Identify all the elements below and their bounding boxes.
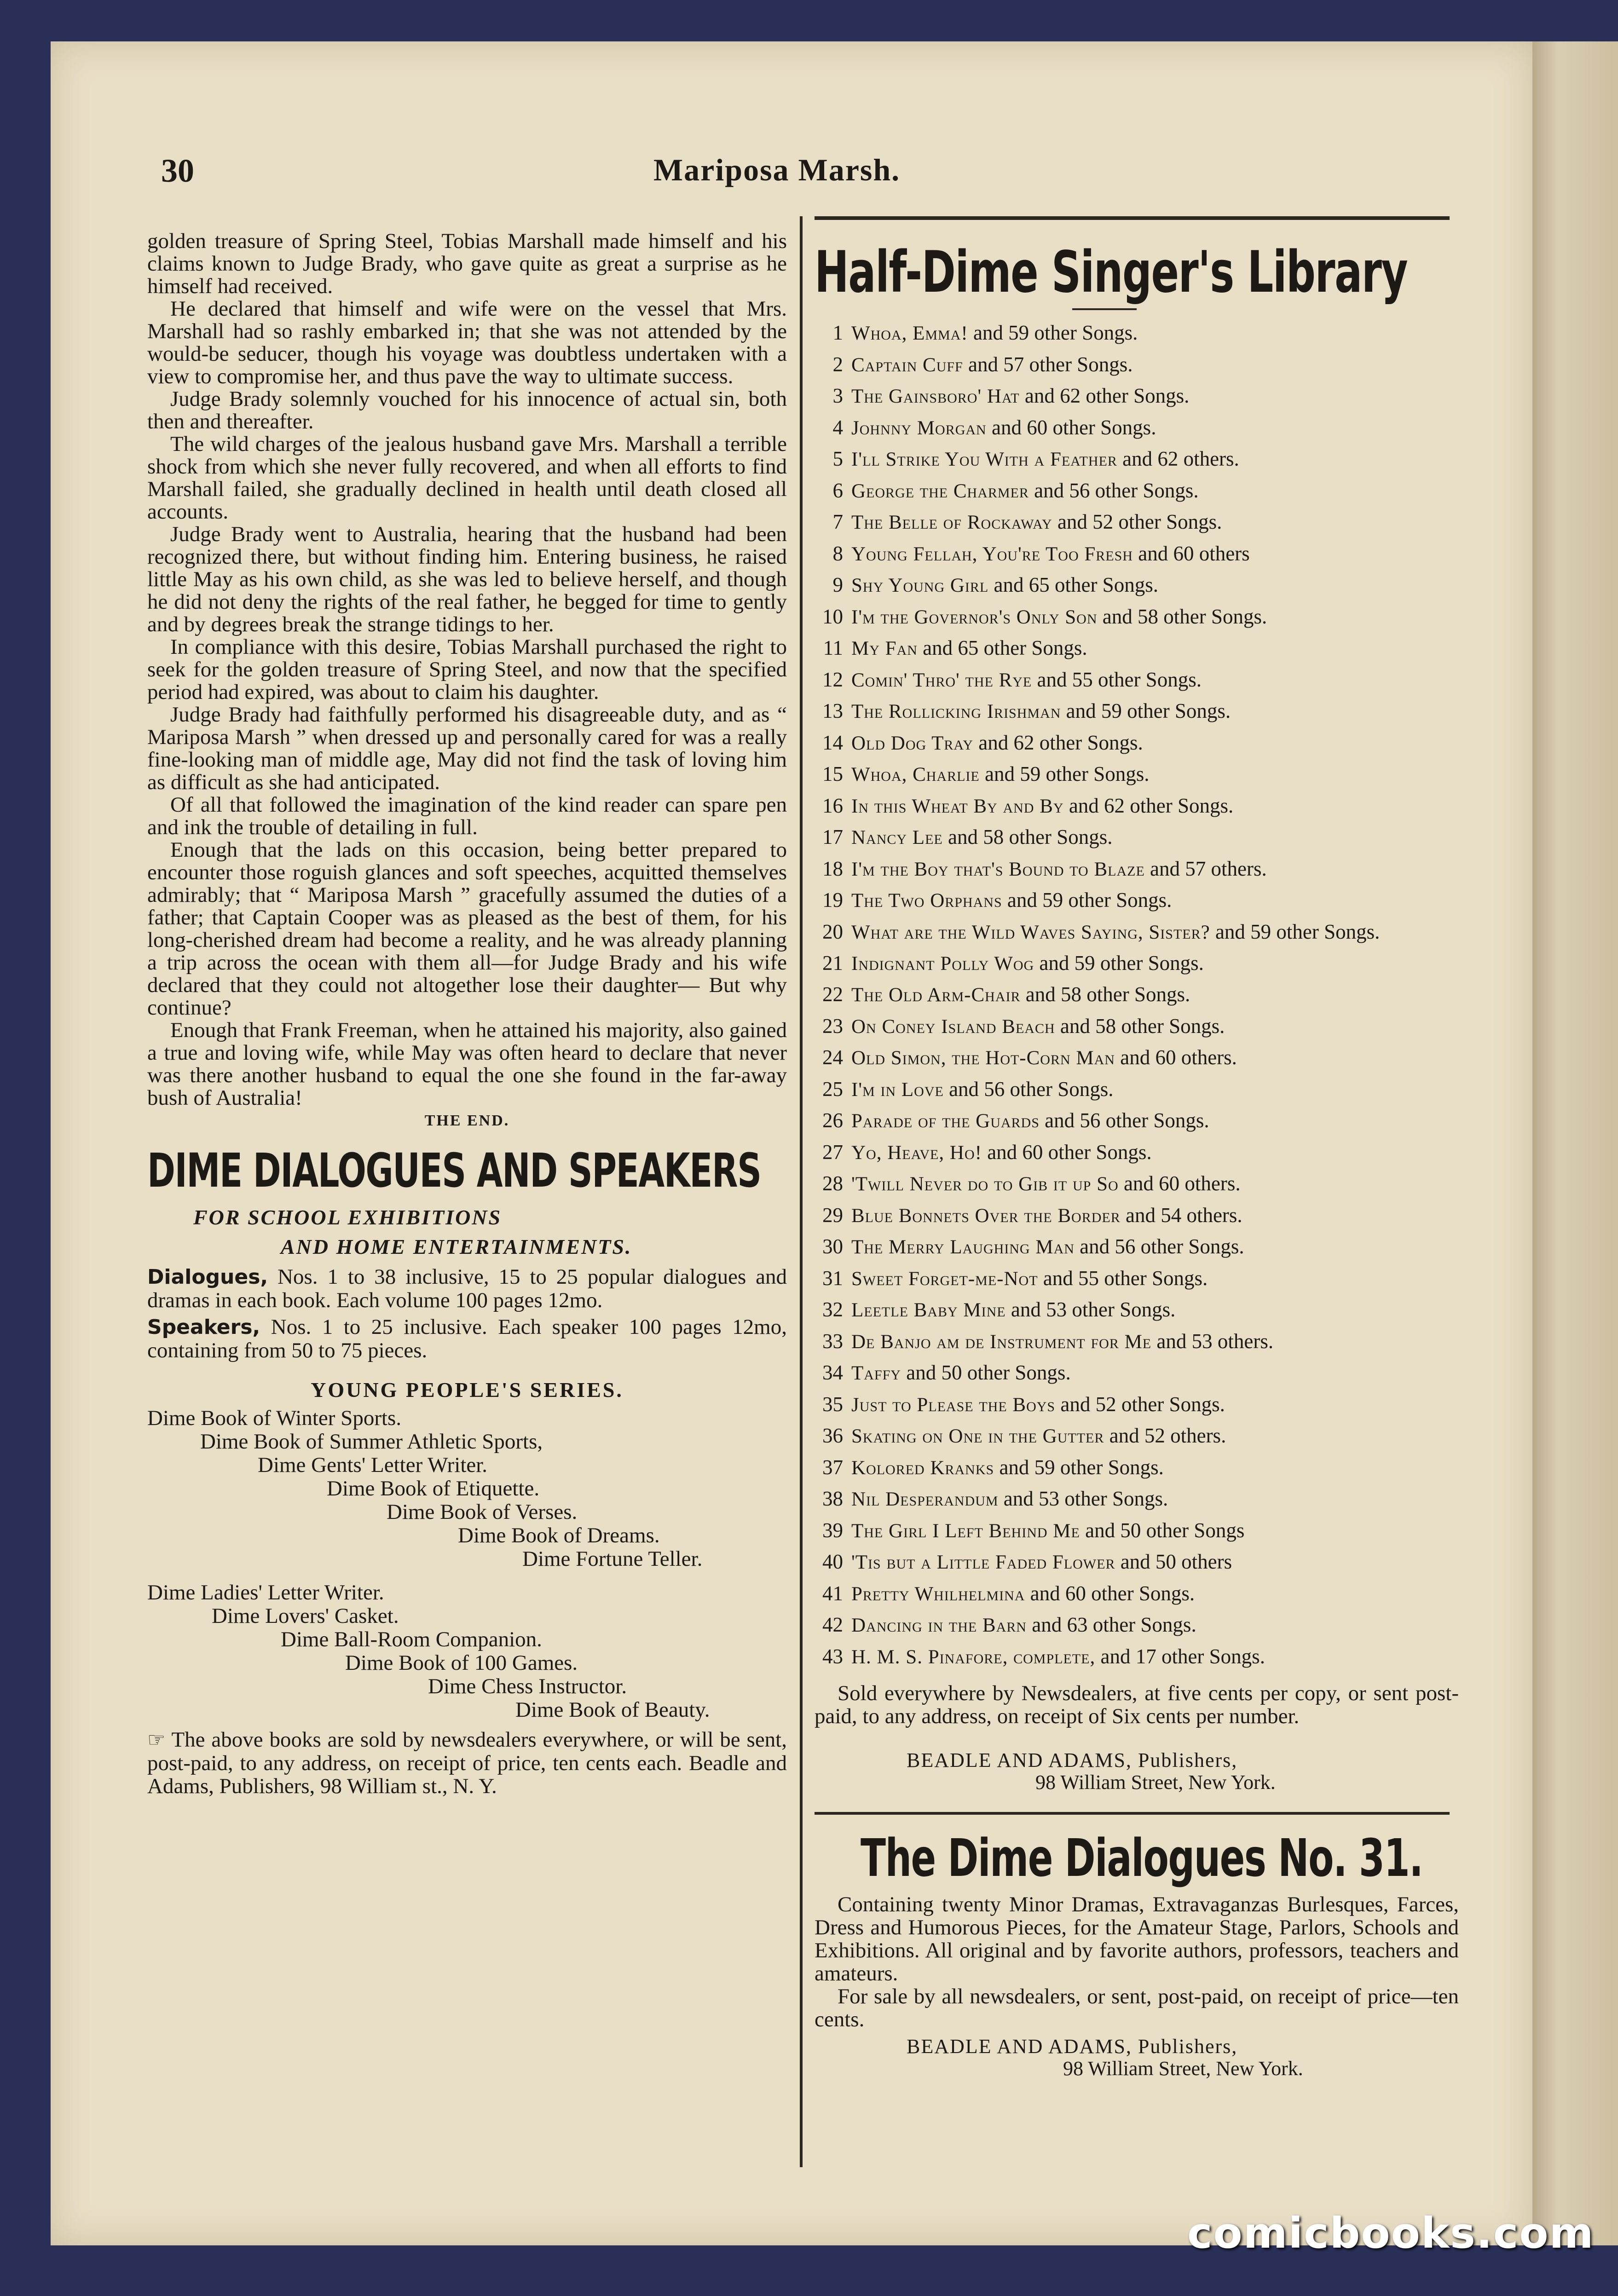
song-count: and 55 other Songs. [1038,1266,1208,1290]
page-number: 30 [161,152,194,189]
running-head [161,152,1450,212]
song-number: 32 [822,1298,843,1321]
song-count: and 59 other Songs. [1034,951,1204,975]
song-count: and 60 other Songs. [982,1140,1152,1164]
story-text [147,230,787,1109]
dime-dialogues-ad [147,1143,787,1798]
song-list-item [815,317,1459,349]
song-list-item [815,790,1459,822]
song-title: Old Simon, the Hot-Corn Man [851,1047,1115,1069]
song-list-item [815,1231,1459,1263]
library-heading: Half-Dime Singer's Library [815,239,1408,306]
song-list-item [815,1483,1459,1515]
song-count: and 55 other Songs. [1032,668,1202,691]
song-number: 5 [832,447,843,470]
song-count: and 57 others. [1144,857,1267,880]
song-count: and 52 other Songs. [1052,510,1222,533]
song-title: Pretty Whilhelmina [851,1583,1025,1605]
song-title: What are the Wild Waves Saying, Sister? [851,921,1210,943]
song-title: I'm in Love [851,1079,944,1101]
song-title: Johnny Morgan [851,417,987,439]
song-count: and 54 others. [1120,1203,1242,1227]
song-list-item [815,381,1459,412]
song-count: and 50 others [1115,1550,1232,1573]
song-number: 6 [832,479,843,502]
song-number: 36 [822,1424,843,1447]
adjacent-page-edge [1532,41,1618,2245]
song-title: Nil Desperandum [851,1488,999,1510]
song-title: Leetle Baby Mine [851,1299,1006,1321]
song-count: and 57 other Songs. [963,352,1133,376]
song-list-item [815,1326,1459,1358]
pointing-hand-icon: ☞ [147,1729,166,1751]
story-paragraph: Judge Brady went to Australia, hearing that the husband had been recognized there, but without finding him. Entering business, he raised little May as his own child, as she was led to believe herself, and though he did not deny the rights of the real father, he begged for time to gently and by degrees break the strange tidings to her. [147,522,787,636]
song-title: Parade of the Guards [851,1110,1040,1132]
song-number: 8 [832,542,843,565]
song-list-item [815,570,1459,601]
song-count: and 50 other Songs [1080,1518,1245,1542]
song-number: 14 [822,731,843,754]
book-list-group-2 [147,1581,787,1722]
song-list-item [815,1546,1459,1578]
song-list-item [815,1641,1459,1673]
song-number: 22 [822,983,843,1006]
song-list-item [815,854,1459,885]
song-count: and 60 other Songs. [986,415,1156,439]
song-title: The Merry Laughing Man [851,1236,1075,1258]
song-list-item [815,1420,1459,1452]
song-title: The Girl I Left Behind Me [851,1520,1080,1542]
song-number: 9 [832,573,843,596]
song-title: My Fan [851,638,918,659]
song-list-item [815,1515,1459,1547]
song-number: 38 [822,1487,843,1510]
song-title: The Two Orphans [851,890,1002,911]
sold-notice: Sold everywhere by Newsdealers, at five cents per copy, or sent post-paid, to any address, on receipt of Six cents per number. [815,1681,1459,1728]
song-title: Taffy [851,1362,901,1384]
song-count: and 63 other Songs. [1026,1613,1196,1636]
ad-subheading: FOR SCHOOL EXHIBITIONS [193,1206,502,1229]
publisher-address: 98 William Street, New York. [1063,2057,1303,2080]
right-column-top-rule [815,216,1450,220]
song-number: 18 [822,857,843,880]
story-paragraph: Of all that followed the imagination of the kind reader can spare pen and ink the trouble of detailing in full. [147,793,787,839]
song-number: 34 [822,1361,843,1384]
song-number: 24 [822,1046,843,1069]
song-title: The Old Arm-Chair [851,984,1021,1006]
song-title: 'Twill Never do to Gib it up So [851,1173,1119,1195]
heading-rule [1072,308,1137,310]
song-count: and 60 other Songs. [1025,1581,1195,1605]
song-title: Just to Please the Boys [851,1394,1056,1416]
song-title: Young Fellah, You're Too Fresh [851,543,1133,565]
story-paragraph: Judge Brady had faithfully performed his disagreeable duty, and as “ Mariposa Marsh ” when dressed up and personally cared for was a really fine-looking man of middle age, May did not find the task of loving him as difficult as she had anticipated. [147,703,787,794]
song-number: 41 [822,1581,843,1605]
song-number: 13 [822,699,843,722]
left-column [147,230,787,1819]
song-number: 42 [822,1613,843,1636]
dialogues-description: Dialogues, Nos. 1 to 38 inclusive, 15 to 25 popular dialogues and dramas in each book. Each volume 100 pages 12mo. [147,1265,787,1312]
song-count: and 59 other Songs. [994,1455,1164,1479]
book-title: Dime Book of Dreams. [458,1523,660,1547]
song-list-item [815,917,1459,948]
book-title: Dime Gents' Letter Writer. [258,1453,488,1477]
song-list-item [815,1200,1459,1232]
song-title: Dancing in the Barn [851,1615,1027,1636]
song-number: 31 [822,1266,843,1290]
story-paragraph: Judge Brady solemnly vouched for his innocence of actual sin, both then and thereafter. [147,387,787,433]
book-title: Dime Book of Etiquette. [327,1477,540,1500]
book-title: Dime Book of Verses. [387,1500,578,1524]
song-list-item [815,885,1459,917]
song-list-item [815,822,1459,854]
song-count: and 17 other Songs. [1095,1644,1265,1668]
story-paragraph: The wild charges of the jealous husband gave Mrs. Marshall a terrible shock from which she never fully recovered, and when all efforts to find Marshall failed, she gradually declined in health until death closed all accounts. [147,432,787,524]
song-list-item [815,1452,1459,1484]
publisher-name: BEADLE AND ADAMS, Publishers, [907,1749,1238,1771]
song-list-item [815,538,1459,570]
song-title: Blue Bonnets Over the Border [851,1205,1121,1227]
song-title: On Coney Island Beach [851,1015,1055,1038]
song-count: and 62 other Songs. [1019,384,1190,407]
song-number: 10 [822,605,843,628]
song-title: Old Dog Tray [851,732,974,754]
song-count: and 56 other Songs. [1039,1109,1209,1132]
song-title: Skating on One in the Gutter [851,1425,1104,1447]
song-number: 37 [822,1455,843,1479]
song-count: and 59 other Songs. [1002,888,1172,911]
book-title: Dime Book of Beauty. [515,1698,710,1722]
song-number: 33 [822,1329,843,1353]
dialogues-label: Dialogues, [147,1265,268,1289]
song-list-item [815,979,1459,1011]
song-count: and 65 other Songs. [917,636,1087,659]
song-title: 'Tis but a Little Faded Flower [851,1552,1115,1573]
song-list-item [815,633,1459,664]
song-number: 26 [822,1109,843,1132]
song-list-item [815,664,1459,696]
song-list [815,317,1459,1673]
song-number: 2 [832,352,843,376]
song-list-item [815,507,1459,538]
section-rule [815,1812,1450,1815]
song-count: and 59 other Songs. [1210,920,1380,943]
availability-notice: ☞ The above books are sold by newsdealers everywhere, or will be sent, post-paid, to any address, on receipt of price, ten cents each. Beadle and Adams, Publishers, 98 William st., N. Y. [147,1728,787,1798]
song-list-item [815,1011,1459,1043]
speakers-description: Speakers, Nos. 1 to 25 inclusive. Each speaker 100 pages 12mo, containing from 50 to 75 pieces. [147,1315,787,1362]
song-number: 16 [822,794,843,817]
song-title: Whoa, Emma! [851,323,968,344]
song-list-item [815,696,1459,727]
song-title: De Banjo am de Instrument for Me [851,1331,1152,1353]
song-number: 15 [822,762,843,785]
song-list-item [815,1578,1459,1610]
song-count: and 56 other Songs. [1029,479,1199,502]
song-count: and 59 other Songs. [968,321,1138,344]
song-list-item [815,759,1459,790]
song-count: and 53 other Songs. [1005,1298,1176,1321]
song-list-item [815,1042,1459,1074]
song-count: and 62 other Songs. [1063,794,1234,817]
book-list-group-1 [147,1407,787,1571]
song-title: H. M. S. Pinafore, complete, [851,1646,1096,1668]
song-count: and 50 other Songs. [901,1361,1071,1384]
song-list-item [815,475,1459,507]
dime-dialogues-31-sale-note: For sale by all newsdealers, or sent, post-paid, on receipt of price—ten cents. [815,1984,1459,2031]
song-count: and 53 other Songs. [998,1487,1168,1510]
song-title: I'm the Boy that's Bound to Blaze [851,858,1145,880]
ad-subheading: AND HOME ENTERTAINMENTS. [281,1235,632,1258]
song-number: 39 [822,1518,843,1542]
book-title: Dime Ball-Room Companion. [281,1627,542,1651]
book-title: Dime Chess Instructor. [428,1674,627,1698]
story-paragraph: He declared that himself and wife were on the vessel that Mrs. Marshall had so rashly embarked in; that she was not attended by the would-be seducer, though his voyage was doubtless undertaken with a view to compromise her, and thus pave the way to ultimate success. [147,297,787,388]
song-count: and 60 others. [1118,1172,1241,1195]
song-list-item [815,349,1459,381]
song-count: and 60 others [1133,542,1250,565]
song-count: and 53 others. [1151,1329,1274,1353]
song-title: Whoa, Charlie [851,764,980,785]
song-count: and 58 other Songs. [942,825,1113,848]
song-title: Nancy Lee [851,827,943,848]
book-title: Dime Fortune Teller. [522,1547,703,1571]
site-watermark: comicbooks.com [1187,2209,1595,2258]
song-count: and 59 other Songs. [1061,699,1231,722]
song-number: 21 [822,951,843,975]
song-title: In this Wheat By and By [851,795,1064,817]
song-title: The Belle of Rockaway [851,512,1052,533]
series-heading: YOUNG PEOPLE'S SERIES. [311,1378,624,1402]
song-count: and 58 other Songs. [1097,605,1267,628]
song-number: 43 [822,1644,843,1668]
song-number: 30 [822,1235,843,1258]
song-count: and 56 other Songs. [1074,1235,1244,1258]
song-title: Indignant Polly Wog [851,952,1034,975]
dime-dialogues-31-heading: The Dime Dialogues No. 31. [861,1829,1423,1888]
song-list-item [815,1263,1459,1295]
song-title: Comin' Thro' the Rye [851,669,1032,691]
song-count: and 58 other Songs. [1020,983,1190,1006]
right-column [815,230,1459,2080]
song-count: and 58 other Songs. [1055,1014,1225,1038]
song-list-item [815,601,1459,633]
story-paragraph: Enough that the lads on this occasion, being better prepared to encounter those roguish glances and soft speeches, acquitted themselves admirably; that “ Mariposa Marsh ” gracefully assumed the duties of a father; that Captain Cooper was as pleased as the best of them, for his long-cherished dream had become a reality, and he was already planning a trip across the ocean with them all—for Judge Brady and his wife declared that they could not altogether lose their daughter— But why continue? [147,838,787,1020]
song-title: The Rollicking Irishman [851,701,1061,722]
ad-heading: DIME DIALOGUES AND SPEAKERS [147,1143,761,1198]
publisher-address: 98 William Street, New York. [1035,1771,1276,1794]
song-list-item [815,412,1459,444]
song-number: 19 [822,888,843,911]
story-paragraph: Enough that Frank Freeman, when he attained his majority, also gained a true and loving wife, while May was often heard to declare that never was there another husband to equal the one she found in the far-away bush of Australia! [147,1018,787,1110]
book-title: Dime Book of Summer Athletic Sports, [200,1430,543,1454]
song-number: 4 [832,415,843,439]
song-list-item [815,1610,1459,1641]
book-title: Dime Book of 100 Games. [345,1651,578,1675]
song-list-item [815,444,1459,475]
song-title: The Gainsboro' Hat [851,386,1020,407]
book-title: Dime Lovers' Casket. [212,1604,399,1628]
song-number: 27 [822,1140,843,1164]
song-list-item [815,1357,1459,1389]
song-count: and 65 other Songs. [988,573,1158,596]
book-title: Dime Ladies' Letter Writer. [147,1581,384,1604]
song-count: and 52 other Songs. [1055,1392,1225,1416]
song-list-item [815,1294,1459,1326]
the-end-label: THE END. [424,1112,510,1129]
song-number: 12 [822,668,843,691]
dime-dialogues-31-description: Containing twenty Minor Dramas, Extravaganzas Burlesques, Farces, Dress and Humorous Pieces, for the Amateur Stage, Parlors, Schools and Exhibitions. All original and by favorite authors, professors, teachers and amateurs. [815,1892,1459,1985]
song-number: 20 [822,920,843,943]
song-title: Shy Young Girl [851,575,989,596]
song-number: 11 [823,636,843,659]
song-list-item [815,1105,1459,1137]
song-title: I'll Strike You With a Feather [851,449,1117,470]
song-list-item [815,727,1459,759]
song-list-item [815,1137,1459,1169]
song-title: Captain Cuff [851,354,963,376]
song-count: and 60 others. [1115,1046,1237,1069]
song-number: 17 [822,825,843,848]
song-count: and 56 other Songs. [943,1077,1114,1101]
song-title: Yo, Heave, Ho! [851,1142,982,1164]
speakers-label: Speakers, [147,1315,260,1339]
song-count: and 62 other Songs. [973,731,1143,754]
song-count: and 59 other Songs. [979,762,1150,785]
song-number: 23 [822,1014,843,1038]
song-number: 7 [832,510,843,533]
song-number: 40 [822,1550,843,1573]
publisher-name: BEADLE AND ADAMS, Publishers, [907,2035,1238,2058]
song-number: 1 [832,321,843,344]
song-title: George the Charmer [851,480,1029,502]
song-list-item [815,948,1459,980]
story-paragraph: golden treasure of Spring Steel, Tobias Marshall made himself and his claims known to Judge Brady, who gave quite as great a surprise as he himself had received. [147,229,787,298]
song-title: Sweet Forget-me-Not [851,1268,1038,1290]
column-divider [800,216,803,2167]
song-number: 35 [822,1392,843,1416]
song-count: and 62 others. [1117,447,1239,470]
song-title: I'm the Governor's Only Son [851,606,1098,628]
running-title: Mariposa Marsh. [653,152,901,187]
story-paragraph: In compliance with this desire, Tobias Marshall purchased the right to seek for the golden treasure of Spring Steel, and now that the specified period had expired, was about to claim his daughter. [147,635,787,704]
song-list-item [815,1389,1459,1421]
song-number: 28 [822,1172,843,1195]
song-list-item [815,1168,1459,1200]
song-list-item [815,1074,1459,1106]
song-number: 29 [822,1203,843,1227]
song-title: Kolored Kranks [851,1457,994,1479]
song-count: and 52 others. [1104,1424,1226,1447]
song-number: 25 [822,1077,843,1101]
song-number: 3 [832,384,843,407]
book-title: Dime Book of Winter Sports. [147,1406,402,1430]
